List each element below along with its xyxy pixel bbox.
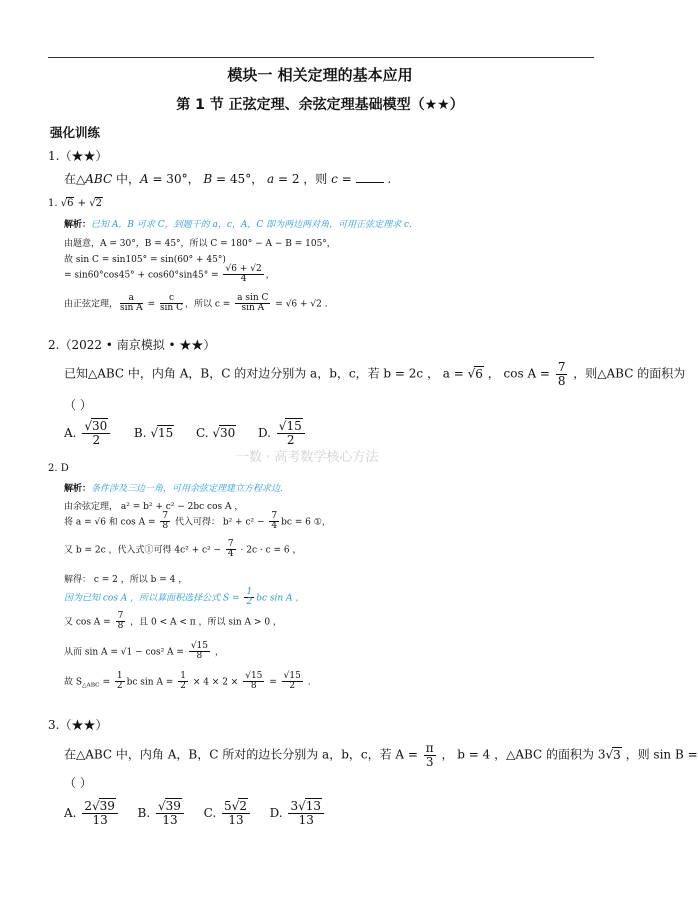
a2-line1: 由余弦定理， a² = b² + c² − 2bc cos A ， xyxy=(64,502,244,512)
a2-analysis: 解析：条件涉及三边一角，可用余弦定理建立方程求边． xyxy=(64,484,290,494)
a1-line2: 故 sin C = sin105° = sin(60° + 45°) xyxy=(64,255,226,265)
q3-paren: （ ） xyxy=(64,776,92,790)
header-rule xyxy=(48,57,594,58)
a2-line5: 因为已知 cos A ，所以算面积选择公式 S = $\frac{1}{2}$ bc sin A ， xyxy=(64,587,305,608)
section-title: 第 1 节 正弦定理、余弦定理基础模型（★★） xyxy=(176,97,464,113)
q2-options xyxy=(64,420,307,446)
a2-number: 2. D xyxy=(48,463,69,474)
a1-line1: 由题意，A = 30°，B = 45°，所以 C = 180° − A − B = 105°， xyxy=(64,239,336,249)
q2-option-c[interactable]: C. √30 xyxy=(195,425,236,440)
q3-option-b[interactable]: B. $\frac{√39}{13}$ xyxy=(138,806,186,820)
q2-number: 2.（2022 • 南京模拟 • ★★） xyxy=(48,338,216,352)
watermark: 一数 · 高考数学核心方法 xyxy=(236,450,379,465)
a2-line6: 又 cos A = $\frac{7}{8}$ ，且 0 < A < π ，所以 sin A > 0 ， xyxy=(64,611,282,632)
q1-stem: 在△ABC 中，A = 30°， B = 45°， a = 2 ，则 c = . xyxy=(64,172,392,186)
q1-number: 1.（★★） xyxy=(48,149,108,163)
a2-line3: 又 b = 2c ，代入式①可得 4c² + c² − $\frac{7}{4}$ · 2c · c = 6 ， xyxy=(64,539,302,560)
a2-line2: 将 a = √6 和 cos A = $\frac{7}{8}$ 代入可得： b² + c² − $\frac{7}{4}$ bc = 6 ①， xyxy=(64,511,331,532)
q3-option-d[interactable]: D. $\frac{3√13}{13}$ xyxy=(270,806,326,820)
a1-analysis: 解析：已知 A，B 可求 C，到题干的 a，c，A，C 即为两边两对角，可用正弦定理求 c． xyxy=(64,220,419,230)
q3-stem: 在△ABC 中，内角 A，B，C 所对的边长分别为 a，b，c，若 A = $\frac{\pi}{3}$ ， b = 4 ，△ABC 的面积为 3√3 ，则 sin B = xyxy=(64,741,698,769)
q2-option-d[interactable]: D. $\frac{√15}{2}$ xyxy=(258,426,307,440)
a2-line4: 解得： c = 2 ，所以 b = 4 ， xyxy=(64,575,188,585)
module-title: 模块一 相关定理的基本应用 xyxy=(227,66,413,84)
a1-line3: = sin60°cos45° + cos60°sin45° = $\frac{√6 + √2}{4}$ ， xyxy=(64,264,275,285)
q2-option-a[interactable]: A. $\frac{√30}{2}$ xyxy=(64,426,112,440)
answer-blank[interactable] xyxy=(356,182,384,183)
a1-answer: 1. √6 + √2 xyxy=(48,198,102,209)
training-label: 强化训练 xyxy=(50,125,101,140)
q3-option-c[interactable]: C. $\frac{5√2}{13}$ xyxy=(204,806,252,820)
a2-line7: 从而 sin A = √1 − cos² A = $\frac{√15}{8}$ ， xyxy=(64,641,224,662)
q3-option-a[interactable]: A. $\frac{2√39}{13}$ xyxy=(64,806,120,820)
q3-options xyxy=(64,800,326,826)
q2-stem: 已知△ABC 中，内角 A，B，C 的对边分别为 a，b，c，若 b = 2c ， a = √6 ， cos A = $\frac{7}{8}$ ，则△ABC 的面积为 xyxy=(64,360,686,388)
q3-number: 3.（★★） xyxy=(48,718,108,732)
a1-line4: 由正弦定理， $\frac{a}{\text{sin A}}$ = $\frac{c}{\text{sin C}}$ ，所以 c = $\frac{\text{a sin C}}{\text{sin A}}$ = √6 + √2 . xyxy=(64,293,328,314)
q2-option-b[interactable]: B. √15 xyxy=(133,425,174,440)
q2-paren: （ ） xyxy=(64,398,92,412)
a2-line8: 故 $S_{\triangle ABC}$ = $\frac{1}{2}$ bc sin A = $\frac{1}{2}$ × 4 × 2 × $\frac{√15}{8}$ = $\frac{√15}{2}$ . xyxy=(64,671,311,692)
